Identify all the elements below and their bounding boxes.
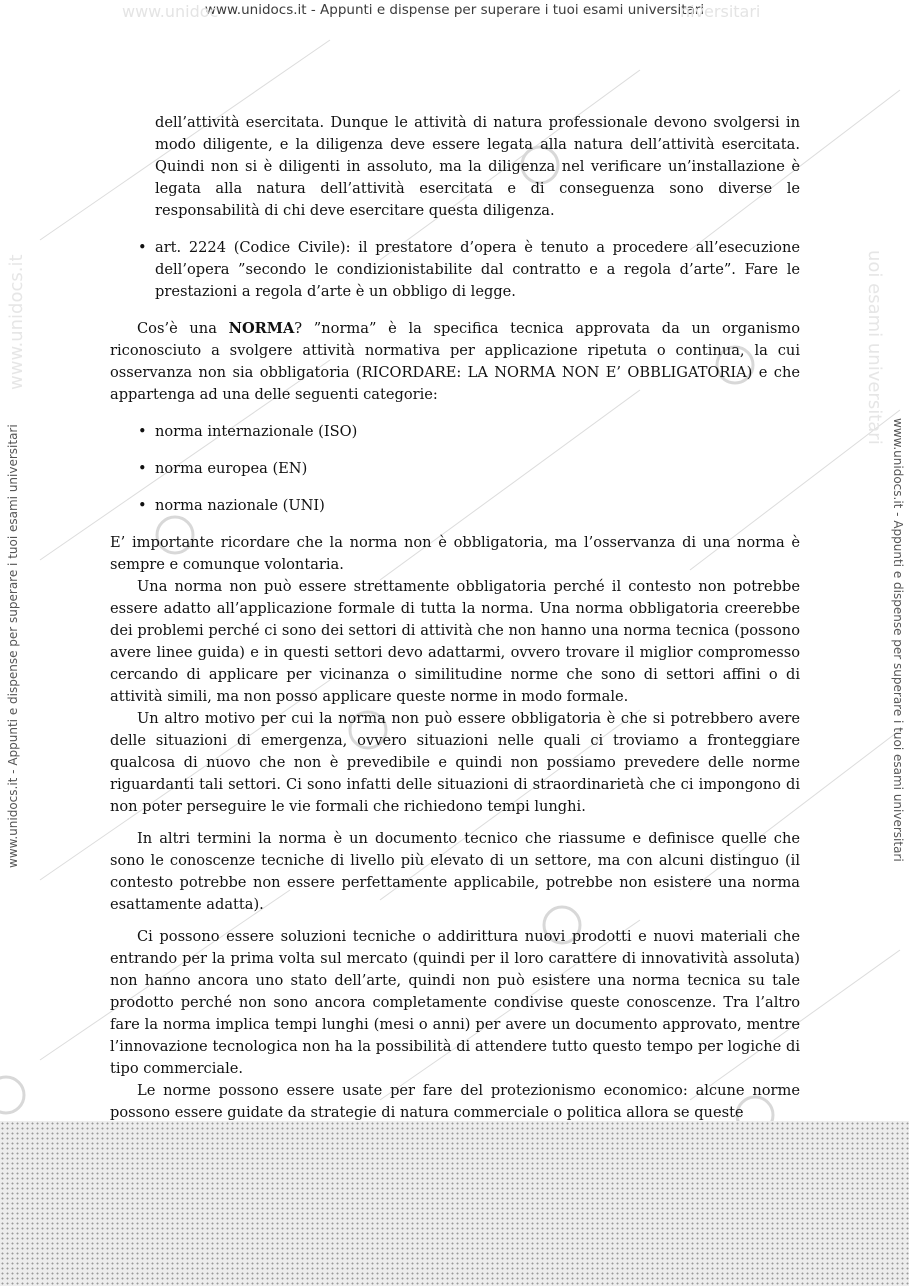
document-body: [110, 112, 800, 1124]
watermark-side-right: www.unidocs.it - Appunti e dispense per superare i tuoi esami universitari: [891, 418, 905, 862]
paragraph-protezionismo: Le norme possono essere usate per fare del protezionismo economico: alcune norme possono essere guidate da strategie di natura commerciale o politica allora se queste: [110, 1082, 800, 1121]
bullet-item-art-2224: • art. 2224 (Codice Civile): il prestatore d’opera è tenuto a procedere all’esecuzione dell’opera ”secondo le condizionistabilite dal contratto e a regola d’arte”. Fare le prestazioni a regola d’arte è un obbligo di legge.: [110, 237, 800, 303]
watermark-side-left: www.unidocs.it - Appunti e dispense per superare i tuoi esami universitari: [6, 424, 20, 868]
paragraph-non-obbligatoria: Una norma non può essere strettamente obbligatoria perché il contesto non potrebbe essere adatto all’applicazione formale di tutta la norma. Una norma obbligatoria creerebbe dei problemi perché ci sono dei settori di attività che non hanno una norma tecnica (possono avere linee guida) e in questi settori devo adattarmi, ovvero trovare il miglior compromesso cercando di applicare per vicinanza o similitudine norme che sono di settori affini o di attività simili, ma non posso applicare queste norme in modo formale.: [110, 578, 800, 705]
bullet-item-iso: • norma internazionale (ISO): [110, 421, 800, 443]
paragraph-volontaria: E’ importante ricordare che la norma non è obbligatoria, ma l’osservanza di una norma è sempre e comunque volontaria.: [110, 534, 800, 573]
watermark-side-ghost-right: uoi esami universitari: [864, 250, 885, 445]
paragraph-documento-tecnico: In altri termini la norma è un documento tecnico che riassume e definisce quelle che sono le conoscenze tecniche di livello più elevato di un settore, ma con alcuni distinguo (il contesto potrebbe non essere perfettamente applicabile, potrebbe non esistere una norma esattamente adatta).: [110, 830, 800, 913]
watermark-header-text: www.unidocs.it - Appunti e dispense per superare i tuoi esami universitari: [204, 2, 705, 18]
watermark-side-ghost-left: www.unidocs.it: [6, 254, 27, 390]
paragraph-norma-definition: [110, 318, 800, 406]
paragraph-continuation: dell’attività esercitata. Dunque le attività di natura professionale devono svolgersi in modo diligente, e la diligenza deve essere legata alla natura dell’attività esercitata. Quindi non si è diligenti in assoluto, ma la diligenza nel verificare un’installazione è legata alla natura dell’attività esercitata e di conseguenza sono diverse le responsabilità di chi deve esercitare questa diligenza.: [155, 114, 800, 219]
norma-bold-term: NORMA: [228, 320, 295, 337]
norma-definition-text: ? ”norma” è la specifica tecnica approvata da un organismo riconosciuto a svolgere attività normativa per applicazione ripetuta o continua, la cui osservanza non sia obbligatoria (RICORDARE: LA NORMA NON E’ OBBLIGATORIA) e che appartenga ad una delle seguenti categorie:: [110, 320, 800, 403]
paragraph-emergenza: Un altro motivo per cui la norma non può essere obbligatoria è che si potrebbero avere delle situazioni di emergenza, ovvero situazioni nelle quali ci troviamo a fronteggiare qualcosa di nuovo che non è prevedibile e quindi non possiamo prevedere delle norme riguardanti tali settori. Ci sono infatti delle situazioni di straordinarietà che ci impongono di non poter perseguire le vie formali che richiedono tempi lunghi.: [110, 710, 800, 815]
bullet-list-civil-code: [110, 237, 800, 303]
bullet-item-en: • norma europea (EN): [110, 458, 800, 480]
watermark-header: [0, 2, 909, 21]
watermark-ghost-right: niversitari: [680, 2, 761, 21]
paragraph-innovazione: Ci possono essere soluzioni tecniche o addirittura nuovi prodotti e nuovi materiali che entrando per la prima volta sul mercato (quindi per il loro carattere di innovatività assoluta) non hanno ancora uno stato dell’arte, quindi non può esistere una norma tecnica su tale prodotto perché non sono ancora completamente condivise queste conoscenze. Tra l’altro fare la norma implica tempi lunghi (mesi o anni) per avere un documento approvato, mentre l’innovazione tecnologica non ha la possibilità di attendere tutto questo tempo per logiche di tipo commerciale.: [110, 928, 800, 1077]
bullet-item-uni: • norma nazionale (UNI): [110, 495, 800, 517]
watermark-ghost-left: www.unidoc: [122, 2, 219, 21]
norma-intro: Cos’è una: [137, 320, 229, 337]
dotted-overlay: [0, 1121, 909, 1286]
bullet-list-categories: [110, 421, 800, 517]
